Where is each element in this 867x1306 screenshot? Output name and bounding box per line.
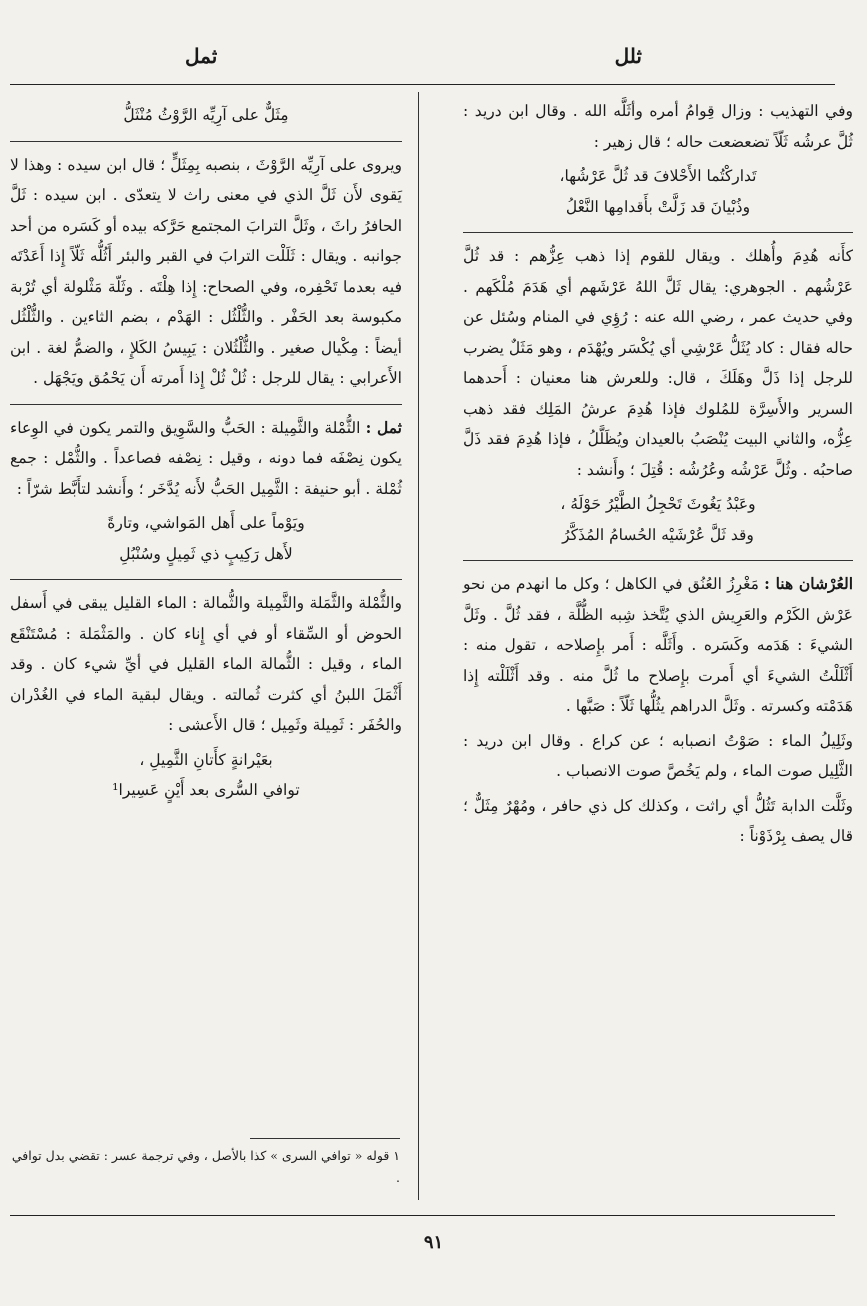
verse	[10, 508, 402, 569]
page-number: ٩١	[423, 1232, 444, 1253]
footer-rule	[10, 1215, 835, 1216]
verse	[463, 489, 853, 550]
paragraph: ويروى على آرِيِّه الرَّوْثَ ، بنصبه بِمِثَلٍّ ؛ قال ابن سيده : وهذا لا يَقوى لأَن ثَلَّ الذي في معنى راث لا يتعدّى . ابن سيده : ثَلَّ الحافرُ راثَ ، وثَلَّ الترابَ المجتمع حَرَّكه بيده أو كَسَره من أحد جوانبه . ويقال : ثَلَلْت الترابَ في القبر والبئر أَثُلُّه ثَلّاً إِذا أَعَدْتَه فيه بعدما تَحْفِره، وفي الصحاح: إِذا هِلْتَه . وثَلّة مَثْلولة أي تُرْبة مكبوسة بعد الحَفْر . والثُّلْثُل : الهَدْم ، بضم الثاءين . والثُّلْثُل أيضاً : مِكْيال صغير . والثُّلْثُلان : يَبِيسُ الكَلإِ ، والضمُّ لغة . ابن الأَعرابي : يقال للرجل : ثُلْ ثُلْ إِذا أَمرته أَن يَحْمُق ويَجْهَل .	[10, 155, 403, 387]
verse-line: وقد ثَلَّ عُرْشَيْه الحُسامُ المُذَكَّرُ	[562, 525, 754, 544]
verse	[10, 745, 402, 806]
footnote-text: ١ قوله « توافي السرى » كذا بالأصل ، وفي ترجمة عسر : تقضي بدل توافي .	[11, 1148, 400, 1185]
verse-line: وذُبْيانَ قد زَلَّتْ بأَقدامِها النَّعْلُ	[565, 197, 751, 216]
verse-line: مِثَلٌّ على آرِيِّه الرَّوْثُ مُنْثَلُّ	[123, 106, 289, 124]
term-lead: العُرْشان هنا :	[764, 574, 853, 593]
footnote-rule	[250, 1138, 400, 1139]
paragraph: وثَلَّت الدابة تَثُلُّ أي راثت ، وكذلك كل ذي حافر ، ومُهْرٌ مِثَلٌّ ؛ قال يصف بِرْذَوْناً :	[463, 796, 853, 845]
verse	[463, 161, 853, 222]
paragraph	[10, 413, 402, 505]
header-rule	[10, 84, 835, 85]
running-head-left: ثمل	[185, 44, 218, 68]
verse-line: بعَيْرانةٍ كأَتانِ الثَّمِيلِ ،	[139, 750, 273, 769]
separator	[463, 232, 853, 233]
separator	[463, 560, 853, 561]
separator	[10, 141, 402, 142]
verse	[10, 100, 402, 131]
right-column	[463, 96, 853, 856]
verse-line: لأَهل رَكِيبٍ ذي ثَمِيلٍ وسُنْبُلِ	[119, 544, 293, 563]
paragraph-text: الثُّمْلة والثَّمِيلة : الحَبُّ والسَّوِيق والتمر يكون في الوِعاء يكون نِصْفَه فما دونه ، وقيل : نِصْفه فصاعداً . والثُّمْل : جمع ثُمْلة . أبو حنيفة : الثَّمِيل الحَبُّ لأَنه يُدَّخَر ؛ وأَنشد لتأَبَّط شرّاً :	[10, 418, 402, 498]
paragraph: كأَنه هُدِمَ وأُهلك . ويقال للقوم إذا ذهب عِزُّهم : قد ثُلَّ عَرْشُهم . الجوهري: يقال ثَلَّ اللهُ عَرْشَهم أي هَدَمَ مُلْكَهم . وفي حديث عمر ، رضي الله عنه : رُؤِي في المنام وسُئل عن حاله فقال : كاد يُثَلُّ عَرْشِي أي يُكْسَر ويُهْدَم ، وهو مَثَلٌ يضرب للرجل إذا ذَلَّ وهَلَكَ ، قال: وللعرش هنا معنيان : أَحدهما السرير والأَسِرَّة للمُلوك فإذا هُدِمَ عرشُ المَلِك فقد ذهب عِزُّه، والثاني البيت يُنْصَبُ بالعيدان ويُظَلَّلُ ، فإذا هُدِمَ فقد ذَلَّ صاحبُه . وثُلَّ عَرْشُه وعُرُشُه : قُتِلَ ؛ وأَنشد :	[463, 247, 853, 479]
paragraph: وثَلِيلُ الماء : صَوْتُ انصبابه ؛ عن كراع . وقال ابن دريد : الثَّلِيل صوت الماء ، ولم يَخُصَّ صوت الانصباب .	[463, 731, 853, 780]
paragraph-text: مَغْرِزُ العُنُق في الكاهل ؛ وكل ما انهدم من نحو عَرْش الكَرْم والعَرِيش الذي يُتَّخذ شِبه الظُّلَّة ، فقد ثُلَّ . وثَلَّ الشيءَ : هَدَمه وكَسَره . وأَثَلَّه : أَمر بإِصلاحه ، تقول منه : أَثْلَلْتُ الشيءَ أي أَمرت بإِصلاح ما ثُلَّ منه . وقد أَثْلَلْته إِذا هَدَمْته وكسرته . وثَلَّ الدراهم يثُلُّها ثَلّاً : صَبَّها .	[463, 575, 853, 715]
column-divider	[418, 92, 419, 1200]
paragraph	[463, 569, 853, 722]
page-header	[0, 38, 867, 78]
running-head-right: ثلل	[614, 44, 642, 68]
verse-line: وعَبْدُ يَغُوثَ تَحْجِلُ الطَّيْرُ حَوْلَهُ ،	[560, 495, 756, 513]
left-column	[10, 96, 402, 810]
paragraph: وفي التهذيب : وزال قِوامُ أمره وأثَلَّه الله . وقال ابن دريد : ثُلَّ عرشُه ثَلّاً تضعضعت حاله ؛ قال زهير :	[463, 102, 853, 151]
paragraph: والثُّمْلة والثَّمَلة والثَّمِيلة والثُّمالة : الماء القليل يبقى في أَسفل الحوض أو السِّقاء أو في أي إِناء كان . والمَثْمَلة : مُسْتَنْقَع الماء ، وقيل : الثُّمالة الماء القليل في أيِّ شيء كان . وقد أَثْمَلَ اللبنُ أي كثرت ثُمالته . ويقال لبقية الماء في الغُدْران والحُفَر : ثَمِيلة وثَمِيل ؛ قال الأَعشى :	[10, 594, 402, 734]
verse-line: تَداركْتُما الأَحْلافَ قد ثُلَّ عَرْشُها،	[559, 167, 757, 185]
entry-headword: ثمل :	[365, 417, 402, 437]
footnote	[10, 1138, 400, 1189]
separator	[10, 579, 402, 580]
verse-line: توافي السُّرى بعد أَيْنٍ عَسِيرا¹	[112, 781, 300, 799]
verse-line: ويَوْماً على أَهل المَواشي، وتارةً	[107, 514, 305, 532]
separator	[10, 404, 402, 405]
